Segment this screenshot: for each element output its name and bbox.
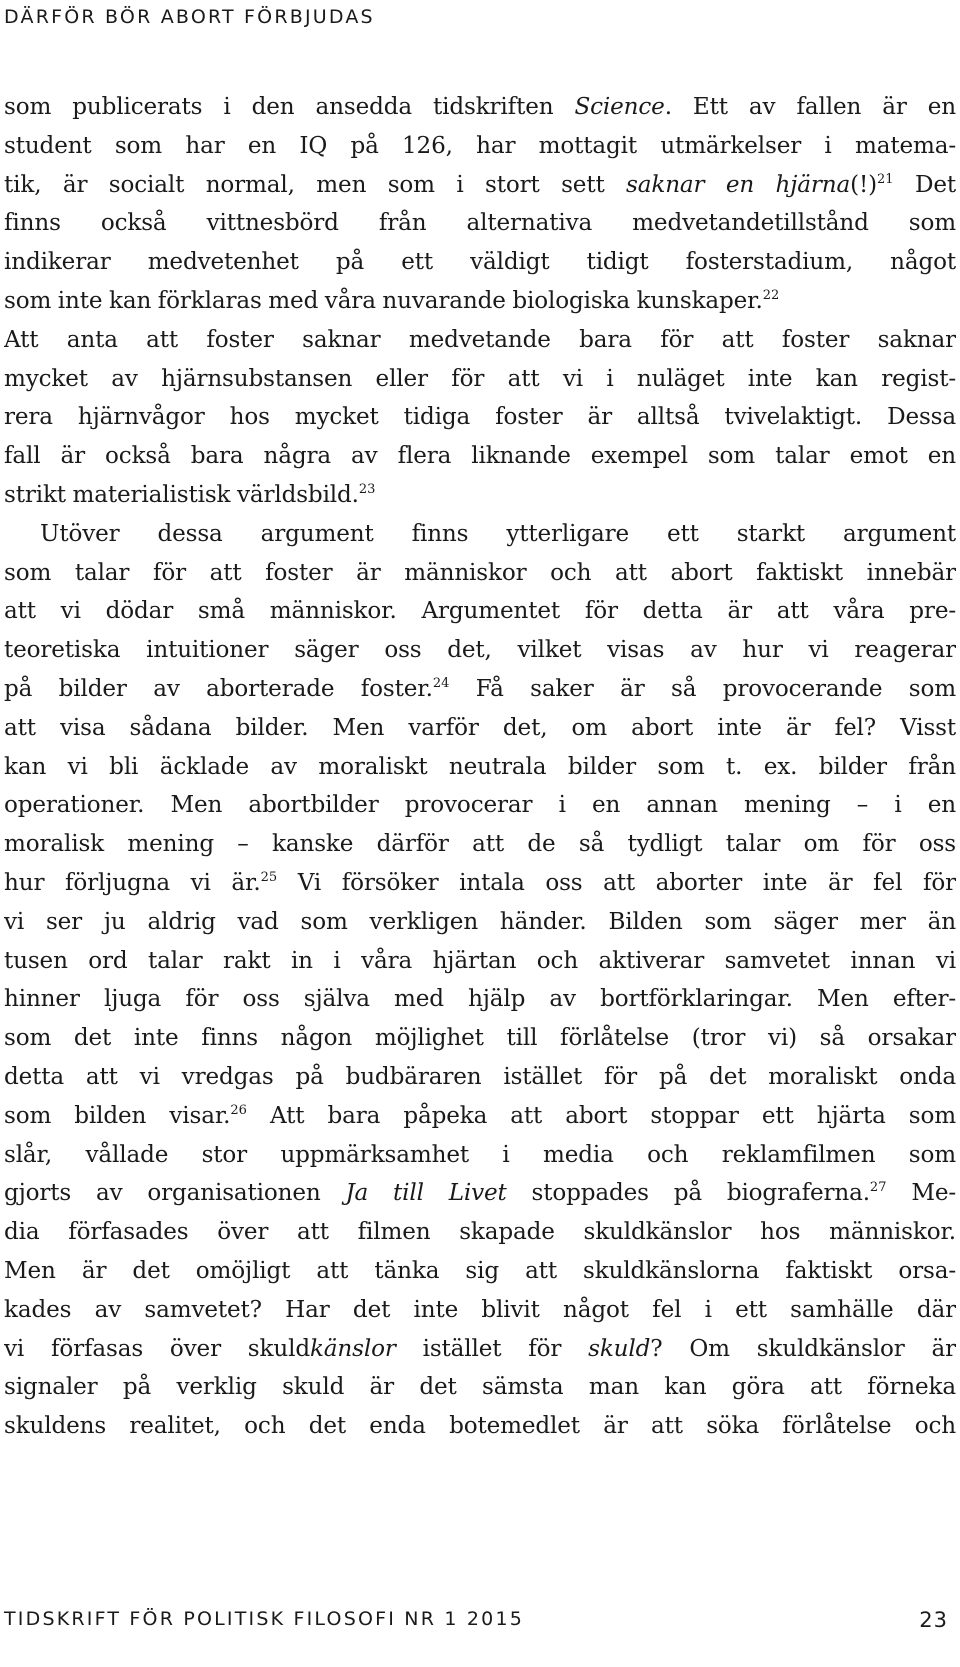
text-segment: gjorts av organisationen [4, 1180, 346, 1207]
text-segment: stoppades på biograferna. [506, 1180, 870, 1207]
text-segment: ? Om skuldkänslor är [650, 1335, 956, 1362]
text-segment: rera hjärnvågor hos mycket tidiga foster är alltså tvivelaktigt. Dessa [4, 404, 956, 431]
text-line [4, 942, 956, 981]
italic-phrase: Science [574, 94, 665, 120]
body-text [4, 88, 956, 1446]
text-line [4, 360, 956, 399]
text-segment: student som har en IQ på 126, har mottagit utmärkelser i matema- [4, 132, 956, 159]
italic-phrase: saknar en hjärna [626, 171, 851, 198]
text-segment: strikt materialistisk världsbild. [4, 481, 359, 508]
page-footer [4, 1608, 948, 1630]
text-line [4, 127, 956, 166]
text-line [4, 282, 956, 321]
text-segment: (!) [850, 171, 877, 198]
text-line [4, 1136, 956, 1175]
text-segment: att visa sådana bilder. Men varför det, om abort inte är fel? Visst [4, 714, 956, 741]
text-segment: skuldens realitet, och det enda botemedlet är att söka förlåtelse och [4, 1413, 956, 1440]
text-line [4, 321, 956, 360]
text-segment: tik, är socialt normal, men som i stort sett [4, 171, 627, 198]
text-line [4, 515, 956, 554]
text-line [4, 1019, 956, 1058]
text-segment: teoretiska intuitioner säger oss det, vilket visas av hur vi reagerar [4, 637, 956, 664]
text-segment: Vi försöker intala oss att aborter inte är fel för [277, 869, 956, 896]
footnote-ref: 26 [230, 1102, 247, 1118]
text-segment: dia förfasades över att filmen skapade skuldkänslor hos människor. [4, 1219, 956, 1246]
text-line [4, 748, 956, 787]
text-segment: Det [893, 171, 956, 198]
text-line [4, 1252, 956, 1291]
text-line [4, 204, 956, 243]
text-line [4, 1058, 956, 1097]
text-line [4, 1330, 956, 1369]
text-line [4, 1097, 956, 1136]
text-segment: finns också vittnesbörd från alternativa medvetandetillstånd som [4, 210, 956, 237]
text-segment: som det inte finns någon möjlighet till förlåtelse (tror vi) så orsakar [4, 1025, 956, 1052]
text-segment: som publicerats i den ansedda tidskriften [4, 94, 575, 120]
text-line [4, 437, 956, 476]
text-segment: operationer. Men abortbilder provocerar i en annan mening – i en [4, 792, 956, 819]
text-segment: Få saker är så provocerande som [449, 675, 956, 702]
text-line [4, 88, 956, 127]
text-segment: mycket av hjärnsubstansen eller för att vi i nuläget inte kan regist- [4, 365, 956, 392]
text-segment: Utöver dessa argument finns ytterligare ett starkt argument [40, 520, 956, 547]
text-line [4, 864, 956, 903]
text-segment: vi ser ju aldrig vad som verkligen händer. Bilden som säger mer än [4, 908, 956, 935]
footnote-ref: 24 [432, 675, 450, 691]
text-line [4, 1291, 956, 1330]
text-segment: kades av samvetet? Har det inte blivit något fel i ett samhälle där [4, 1296, 956, 1323]
text-line [4, 980, 956, 1019]
text-segment: Me- [886, 1180, 956, 1207]
running-head: DÄRFÖR BÖR ABORT FÖRBJUDAS [4, 6, 375, 28]
text-segment: hinner ljuga för oss själva med hjälp av bortförklaringar. Men efter- [4, 986, 956, 1013]
text-line [4, 631, 956, 670]
text-segment: tusen ord talar rakt in i våra hjärtan och aktiverar samvetet innan vi [4, 947, 956, 974]
text-segment: signaler på verklig skuld är det sämsta man kan göra att förneka [4, 1374, 956, 1401]
text-line [4, 166, 956, 205]
text-segment: moralisk mening – kanske därför att de så tydligt talar om för oss [4, 831, 956, 858]
text-line [4, 1174, 956, 1213]
text-segment: kan vi bli äcklade av moraliskt neutrala bilder som t. ex. bilder från [4, 753, 956, 780]
italic-phrase: skuld [588, 1335, 651, 1362]
text-segment: att vi dödar små människor. Argumentet för detta är att våra pre- [4, 598, 956, 625]
text-line [4, 825, 956, 864]
text-line [4, 786, 956, 825]
text-line [4, 398, 956, 437]
text-segment: som inte kan förklaras med våra nuvarande biologiska kunskaper. [4, 287, 763, 314]
text-segment: slår, vållade stor uppmärksamhet i media och reklamfilmen som [4, 1141, 956, 1168]
text-segment: på bilder av aborterade foster. [4, 675, 433, 702]
footnote-ref: 21 [877, 171, 894, 187]
text-segment: hur förljugna vi är. [4, 869, 261, 896]
footnote-ref: 23 [358, 481, 376, 497]
journal-title: TIDSKRIFT FÖR POLITISK FILOSOFI NR 1 2015 [4, 1608, 525, 1630]
text-segment: Att bara påpeka att abort stoppar ett hjärta som [246, 1102, 956, 1129]
text-line [4, 1407, 956, 1446]
text-line [4, 1368, 956, 1407]
text-line [4, 1213, 956, 1252]
footnote-ref: 25 [260, 869, 278, 885]
text-line [4, 476, 956, 515]
text-segment: indikerar medvetenhet på ett väldigt tidigt fosterstadium, något [4, 249, 956, 276]
text-line [4, 554, 956, 593]
text-segment: detta att vi vredgas på budbäraren istället för på det moraliskt onda [4, 1063, 956, 1090]
text-line [4, 903, 956, 942]
text-segment: Men är det omöjligt att tänka sig att skuldkänslorna faktiskt orsa- [4, 1257, 956, 1284]
text-line [4, 592, 956, 631]
footnote-ref: 22 [762, 287, 780, 303]
page-number: 23 [919, 1608, 948, 1632]
text-segment: vi förfasas över skuld [4, 1335, 310, 1362]
text-line [4, 670, 956, 709]
footnote-ref: 27 [869, 1180, 887, 1196]
text-segment: Att anta att foster saknar medvetande bara för att foster saknar [4, 326, 956, 353]
text-segment: fall är också bara några av flera liknande exempel som talar emot en [4, 443, 956, 470]
text-line [4, 709, 956, 748]
text-segment: istället för [395, 1335, 589, 1362]
text-segment: som talar för att foster är människor och att abort faktiskt innebär [4, 559, 956, 586]
text-line [4, 243, 956, 282]
italic-phrase: känslor [309, 1335, 396, 1362]
text-segment: . Ett av fallen är en [664, 94, 956, 120]
italic-phrase: Ja till Livet [345, 1180, 507, 1207]
text-segment: som bilden visar. [4, 1102, 231, 1129]
